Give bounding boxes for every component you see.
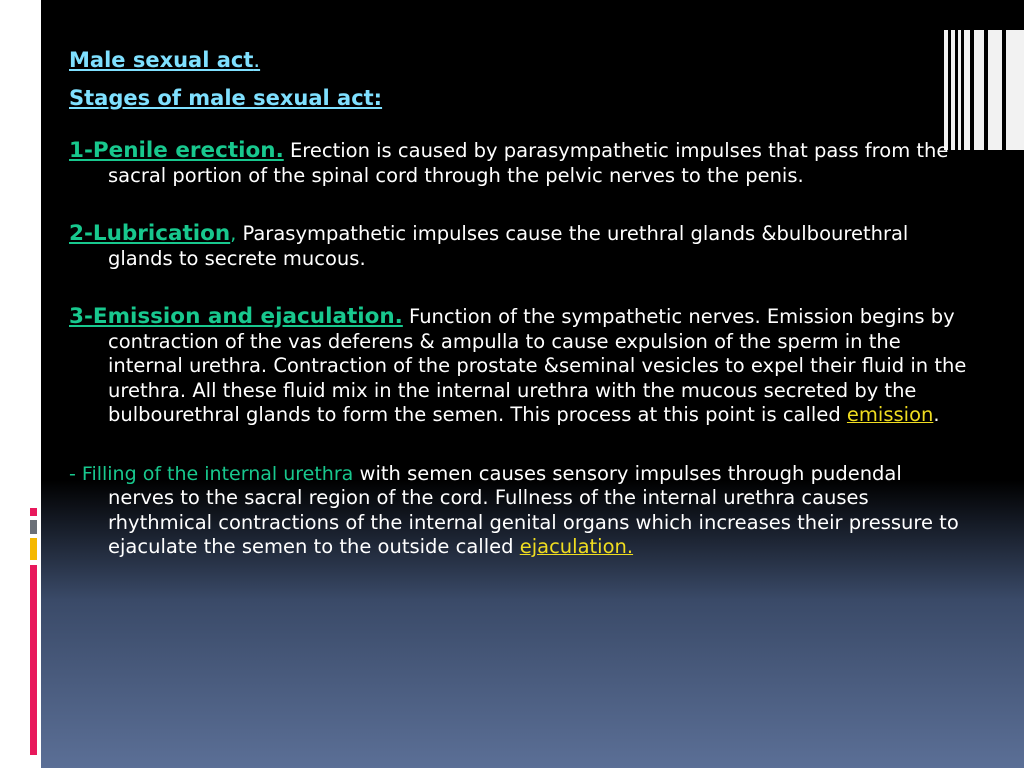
slide-title [69,45,969,75]
stage-tail: . [933,403,940,426]
accent-bar-gray [30,520,37,534]
stage-filling-urethra [69,462,969,560]
stage-heading-punct: , [230,223,237,245]
slide-background [41,0,1024,768]
keyword-emission: emission [846,403,934,426]
stage-heading: 1-Penile erection. [69,138,284,163]
stage-text: with semen causes sensory impulses through pudendal nerves to the sacral region of the cord. Fullness of the internal urethra causes rhythmical contractions of the internal genital organs which increases their pressure to ejaculate the semen to the outside called [108,461,959,558]
keyword-ejaculation: ejaculation. [519,535,634,558]
stage-text: Erection is caused by parasympathetic impulses that pass from the sacral portion of the spinal cord through the pelvic nerves to the penis. [108,139,949,187]
title-dot: . [253,48,261,72]
stage-text: Parasympathetic impulses cause the urethral glands &bulbourethral glands to secrete mucous. [108,222,909,270]
title-text: Male sexual act [69,48,254,72]
stage-heading: 2-Lubrication [69,221,231,246]
accent-bar-red [30,508,37,516]
stage-heading: 3-Emission and ejaculation. [69,304,403,329]
stage-penile-erection [69,139,969,188]
left-sidebar [0,0,41,768]
stage-lubrication [69,222,969,271]
accent-bar-yellow [30,538,37,560]
slide-content [69,45,969,560]
accent-bar-pink [30,565,37,755]
stage-heading: - Filling of the internal urethra [69,462,354,485]
slide-subtitle: Stages of male sexual act: [69,86,383,110]
stage-emission-ejaculation [69,305,969,428]
stage-text: Function of the sympathetic nerves. Emission begins by contraction of the vas deferens & ampulla to cause expulsion of the sperm in the internal urethra. Contraction of the prostate &seminal vesicles to expel their fluid in the urethra. All these fluid mix in the internal urethra with the mucous secreted by the bulbourethral glands to form the semen. This process at this point is called [108,305,967,426]
